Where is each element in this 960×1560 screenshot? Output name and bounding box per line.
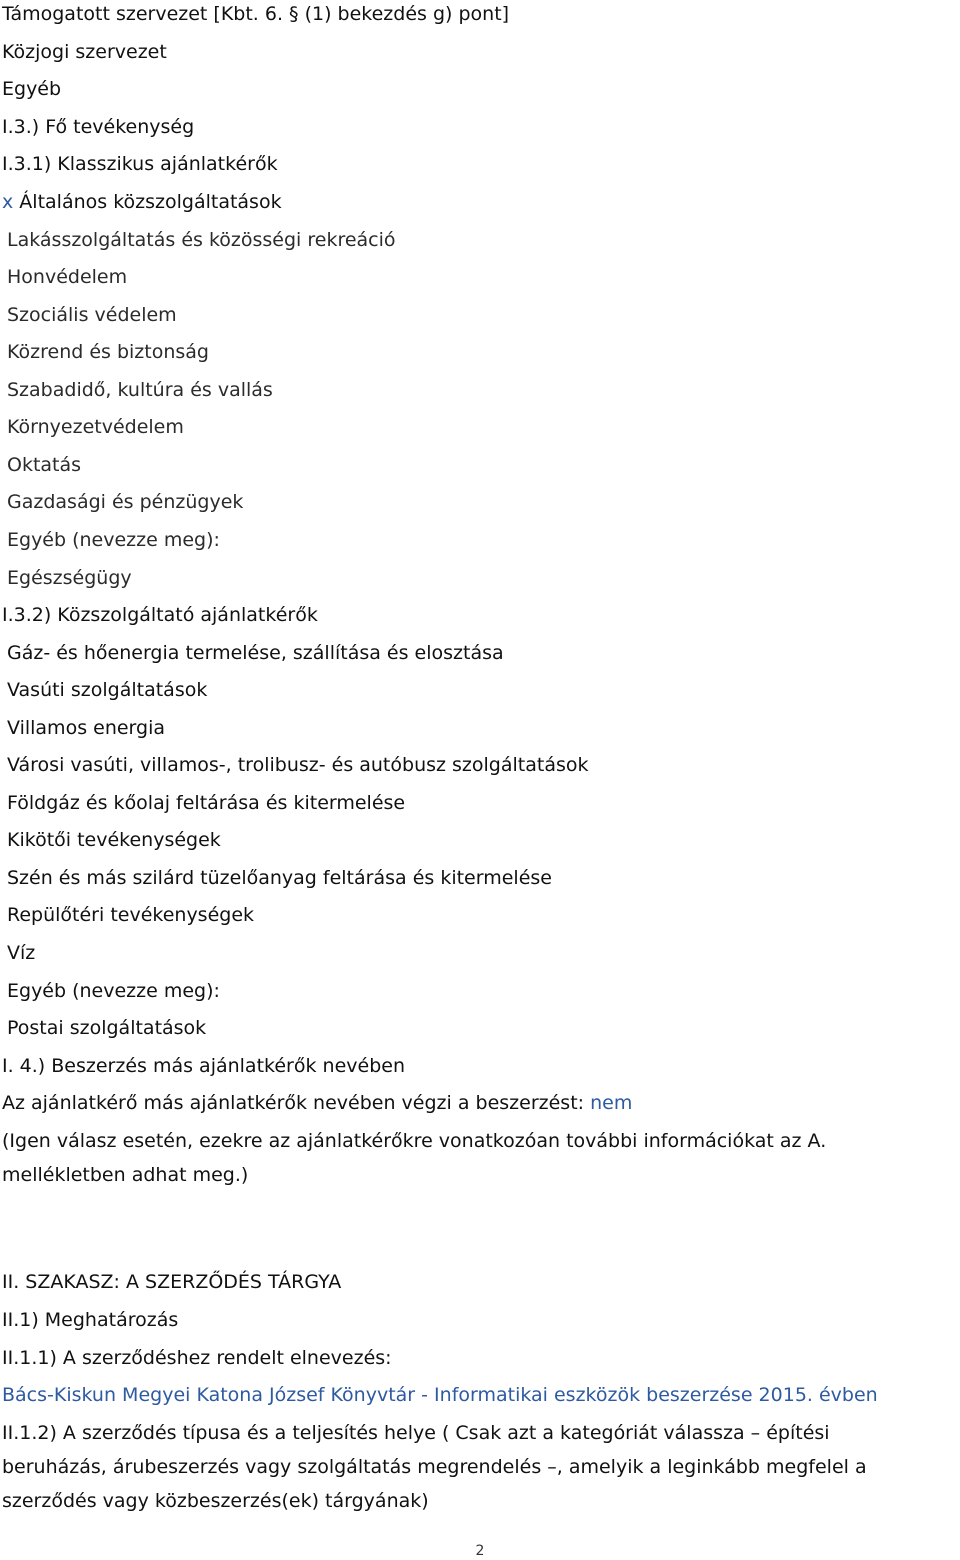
utility-item-postal: Postai szolgáltatások [7,1017,207,1039]
procurement-on-behalf-heading: I. 4.) Beszerzés más ajánlatkérők nevében [2,1055,405,1077]
classic-item-public-order: Közrend és biztonság [7,341,209,363]
utility-item-water: Víz [7,942,36,964]
classic-item-health: Egészségügy [7,567,132,589]
classic-item-housing: Lakásszolgáltatás és közösségi rekreáció [7,229,396,251]
procurement-on-behalf-answer: nem [590,1092,633,1114]
utility-item-oil-gas: Földgáz és kőolaj feltárása és kitermelése [7,792,406,814]
utility-item-gas-heat: Gáz- és hőenergia termelése, szállítása és elosztása [7,642,504,664]
classic-item-general-services: x Általános közszolgáltatások [2,191,282,213]
contract-type-line2: beruházás, árubeszerzés vagy szolgáltatás megrendelés –, amelyik a leginkább megfelel a [2,1456,867,1478]
supported-org-option: Támogatott szervezet [Kbt. 6. § (1) bekezdés g) pont] [2,3,510,25]
classic-item-recreation: Szabadidő, kultúra és vallás [7,379,273,401]
procurement-note-line1: (Igen válasz esetén, ezekre az ajánlatkérőkre vonatkozóan további információkat az A. [2,1130,827,1152]
classic-item-other: Egyéb (nevezze meg): [7,529,220,551]
utility-item-coal: Szén és más szilárd tüzelőanyag feltárása és kitermelése [7,867,552,889]
classic-item-environment: Környezetvédelem [7,416,184,438]
utility-item-other: Egyéb (nevezze meg): [7,980,220,1002]
main-activity-heading: I.3.) Fő tevékenység [2,116,195,138]
other-option: Egyéb [2,78,62,100]
procurement-on-behalf-question: Az ajánlatkérő más ajánlatkérők nevében végzi a beszerzést: nem [2,1092,633,1114]
utility-item-port: Kikötői tevékenységek [7,829,221,851]
contract-name-value: Bács-Kiskun Megyei Katona József Könyvtár - Informatikai eszközök beszerzése 2015. évben [2,1384,878,1406]
checked-mark: x [2,191,14,213]
public-org-option: Közjogi szervezet [2,41,167,63]
definition-heading: II.1) Meghatározás [2,1309,179,1331]
contract-name-label: II.1.1) A szerződéshez rendelt elnevezés: [2,1347,392,1369]
classic-item-education: Oktatás [7,454,82,476]
utility-item-airport: Repülőtéri tevékenységek [7,904,255,926]
classic-item-social: Szociális védelem [7,304,177,326]
classic-item-defence: Honvédelem [7,266,128,288]
utility-item-railway: Vasúti szolgáltatások [7,679,208,701]
contract-type-line1: II.1.2) A szerződés típusa és a teljesítés helye ( Csak azt a kategóriát válassza – építési [2,1422,830,1444]
classic-authorities-heading: I.3.1) Klasszikus ajánlatkérők [2,153,278,175]
contract-type-line3: szerződés vagy közbeszerzés(ek) tárgyának) [2,1490,429,1512]
utility-item-urban-transport: Városi vasúti, villamos-, trolibusz- és autóbusz szolgáltatások [7,754,589,776]
utility-item-electricity: Villamos energia [7,717,166,739]
procurement-note-line2: mellékletben adhat meg.) [2,1164,249,1186]
section-2-heading: II. SZAKASZ: A SZERZŐDÉS TÁRGYA [2,1271,342,1293]
utility-authorities-heading: I.3.2) Közszolgáltató ajánlatkérők [2,604,318,626]
page-number: 2 [475,1543,485,1559]
classic-item-economic: Gazdasági és pénzügyek [7,491,244,513]
